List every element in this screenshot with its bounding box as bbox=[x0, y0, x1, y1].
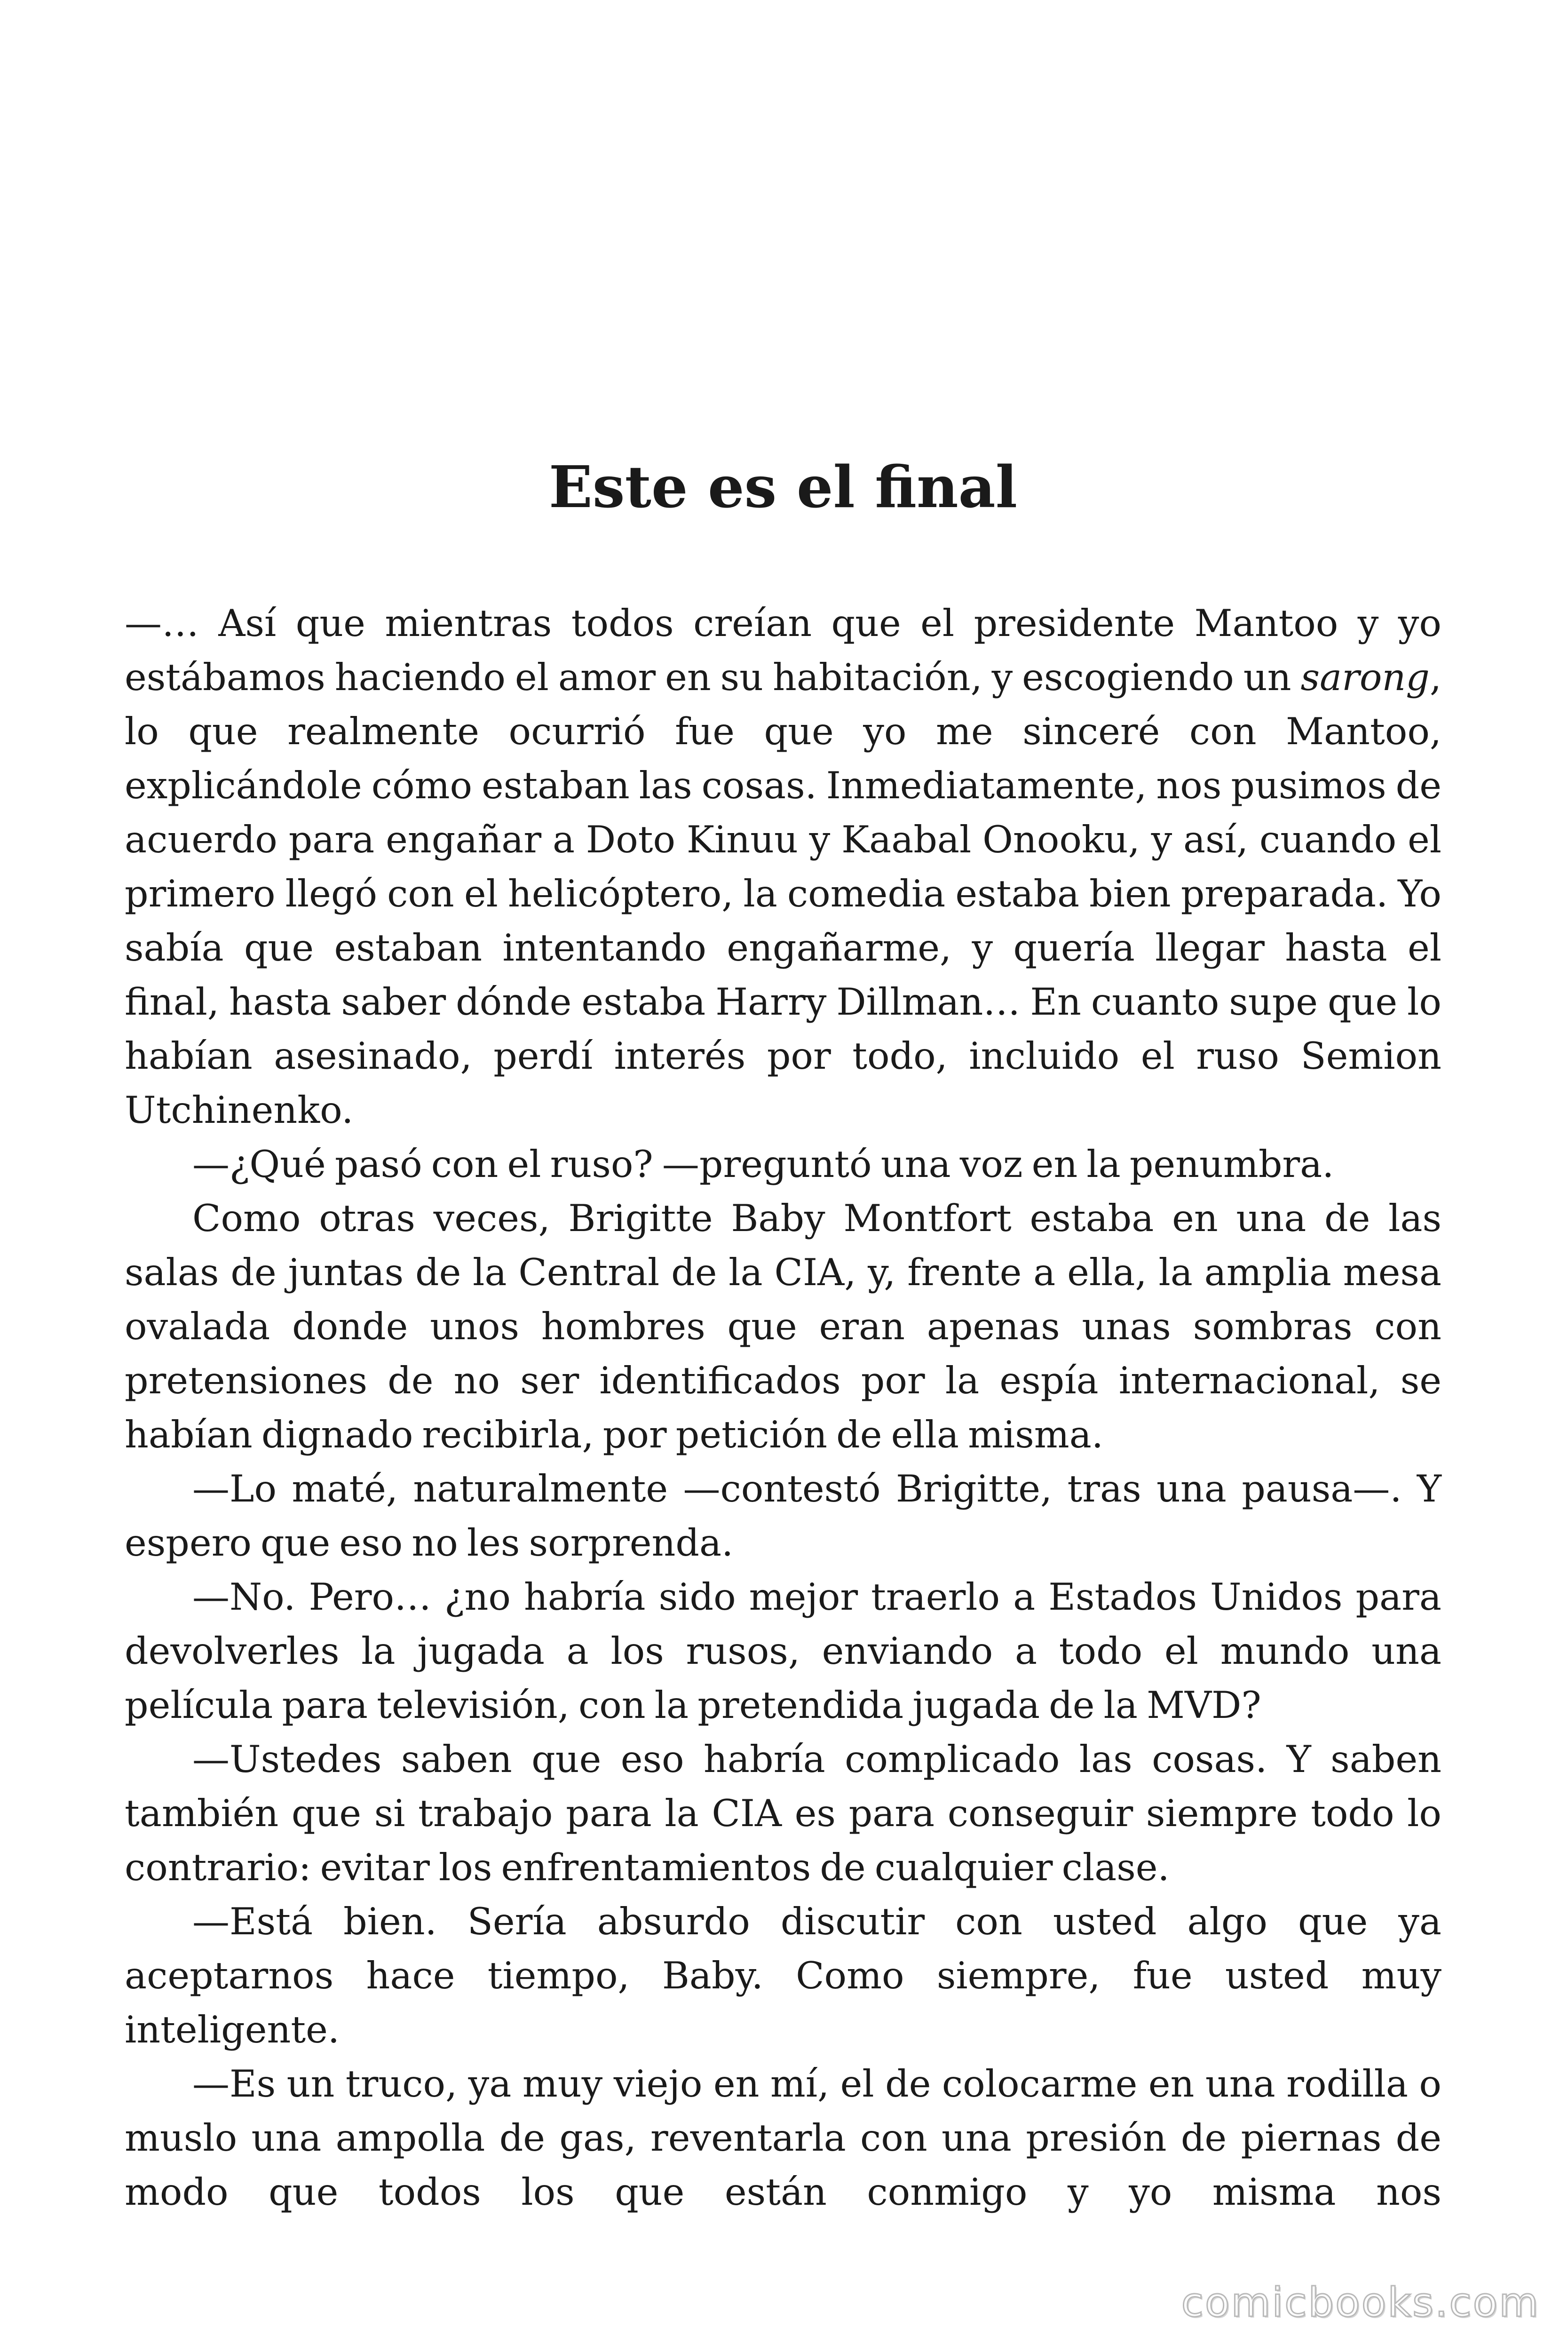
paragraph-6: —Ustedes saben que eso habría complicado las cosas. Y saben también que si trabajo para la CIA es para conseguir siempre todo lo contrario: evitar los enfrentamientos de cualquier clase. bbox=[125, 1738, 1441, 1889]
paragraph-1-end: , lo que realmente ocurrió fue que yo me sinceré con Mantoo, explicándole cómo estaban las cosas. Inmediatamente, nos pusimos de acuerdo para engañar a Doto Kinuu y Kaabal Onooku, y así, cuando el primero llegó con el helicóptero, la comedia estaba bien preparada. Yo sabía que estaban intentando engañarme, y quería llegar hasta el final, hasta saber dónde estaba Harry Dillman… En cuanto supe que lo habían asesinado, perdí interés por todo, incluido el ruso Semion Utchinenko. bbox=[125, 656, 1441, 1132]
paragraph-8: —Es un truco, ya muy viejo en mí, el de colocarme en una rodilla o muslo una ampolla de gas, reventarla con una presión de piernas de modo que todos los que están conmigo y yo misma nos bbox=[125, 2062, 1441, 2214]
paragraph-7: —Está bien. Sería absurdo discutir con usted algo que ya aceptarnos hace tiempo, Baby. Como siempre, fue usted muy inteligente. bbox=[125, 1900, 1441, 2051]
book-page bbox=[125, 0, 1441, 2352]
italic-word: sarong bbox=[1300, 656, 1430, 699]
paragraph-4: —Lo maté, naturalmente —contestó Brigitte, tras una pausa—. Y espero que eso no les sorprenda. bbox=[125, 1467, 1441, 1565]
chapter-body bbox=[125, 596, 1441, 2219]
paragraph-1 bbox=[125, 596, 1441, 1137]
paragraph-5: —No. Pero… ¿no habría sido mejor traerlo a Estados Unidos para devolverles la jugada a los rusos, enviando a todo el mundo una película para televisión, con la pretendida jugada de la MVD? bbox=[125, 1575, 1441, 1727]
paragraph-2: —¿Qué pasó con el ruso? —preguntó una voz en la penumbra. bbox=[192, 1143, 1334, 1186]
paragraph-1-start: —… Así que mientras todos creían que el presidente Mantoo y yo estábamos haciendo el amor en su habitación, y escogiendo un bbox=[125, 602, 1441, 699]
paragraph-3: Como otras veces, Brigitte Baby Montfort estaba en una de las salas de juntas de la Central de la CIA, y, frente a ella, la amplia mesa ovalada donde unos hombres que eran apenas unas sombras con pretensiones de no ser identificados por la espía internacional, se habían dignado recibirla, por petición de ella misma. bbox=[125, 1197, 1441, 1456]
chapter-title: Este es el final bbox=[548, 453, 1018, 521]
watermark: comicbooks.com bbox=[1181, 2279, 1540, 2326]
